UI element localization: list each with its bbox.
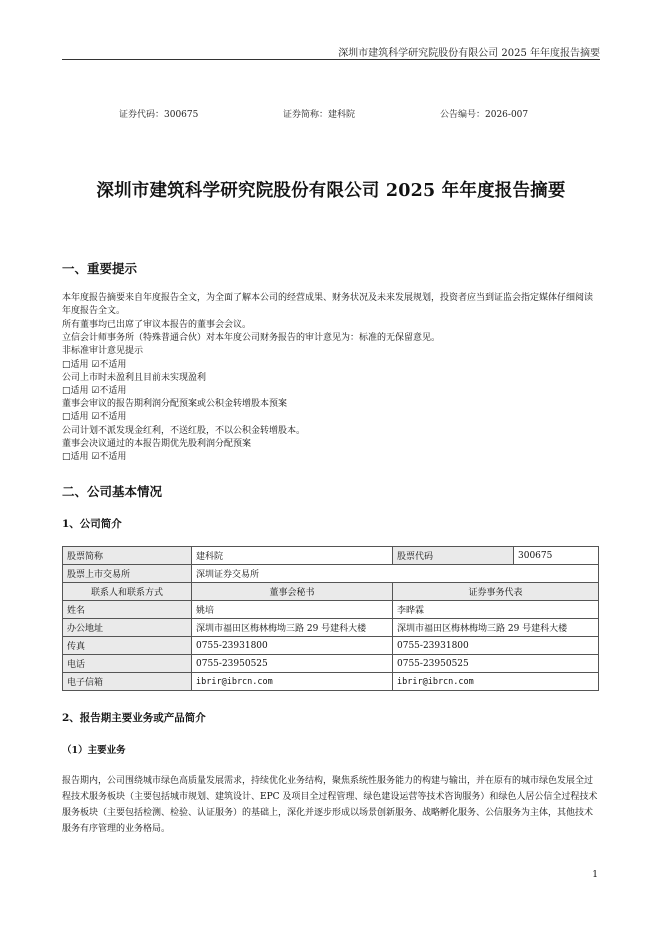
table-cell: 董事会秘书 bbox=[192, 583, 393, 601]
table-row bbox=[63, 619, 599, 637]
table-cell: 李晔霖 bbox=[393, 601, 599, 619]
table-row bbox=[63, 547, 599, 565]
running-header: 深圳市建筑科学研究院股份有限公司 2025 年年度报告摘要 bbox=[338, 48, 600, 59]
notice-line: □适用 ☑不适用 bbox=[62, 452, 127, 463]
table-row bbox=[63, 565, 599, 583]
company-profile-heading: 1、公司简介 bbox=[62, 518, 122, 530]
section-1-intro: 本年度报告摘要来自年度报告全文，为全面了解本公司的经营成果、财务状况及未来发展规划，投资者应当到证监会指定媒体仔细阅读年度报告全文。 bbox=[62, 293, 594, 317]
table-cell: 0755-23950525 bbox=[393, 655, 599, 673]
table-cell: 股票上市交易所 bbox=[63, 565, 192, 583]
section-2-heading: 二、公司基本情况 bbox=[62, 484, 163, 499]
section-1-lines bbox=[62, 319, 440, 464]
email-link[interactable]: ibrir@ibrcn.com bbox=[192, 673, 393, 691]
table-row bbox=[63, 637, 599, 655]
notice-line: 董事会决议通过的本报告期优先股利润分配预案 bbox=[62, 438, 252, 449]
stock-code: 证券代码：300675 bbox=[119, 110, 199, 120]
table-row bbox=[63, 583, 599, 601]
table-cell: 姚培 bbox=[192, 601, 393, 619]
table-cell: 深圳市福田区梅林梅坳三路 29 号建科大楼 bbox=[393, 619, 599, 637]
table-row bbox=[63, 601, 599, 619]
notice-line: 公司上市时未盈利且目前未实现盈利 bbox=[62, 372, 207, 383]
table-cell: 300675 bbox=[514, 547, 599, 565]
table-cell: 深圳证券交易所 bbox=[192, 565, 599, 583]
table-cell: 传真 bbox=[63, 637, 192, 655]
notice-line: □适用 ☑不适用 bbox=[62, 412, 127, 423]
table-cell: 电话 bbox=[63, 655, 192, 673]
business-intro-heading: 2、报告期主要业务或产品简介 bbox=[62, 712, 206, 724]
company-info-table bbox=[62, 546, 599, 691]
main-business-heading: （1）主要业务 bbox=[62, 745, 126, 756]
notice-line: 立信会计师事务所（特殊普通合伙）对本年度公司财务报告的审计意见为：标准的无保留意见。 bbox=[62, 333, 441, 344]
section-1-heading: 一、重要提示 bbox=[62, 261, 138, 276]
table-cell: 证券事务代表 bbox=[393, 583, 599, 601]
table-cell: 建科院 bbox=[192, 547, 393, 565]
announcement-number: 公告编号：2026-007 bbox=[440, 110, 529, 120]
table-cell: 0755-23931800 bbox=[192, 637, 393, 655]
email-link[interactable]: ibrir@ibrcn.com bbox=[393, 673, 599, 691]
stock-short-name: 证券简称：建科院 bbox=[283, 110, 356, 120]
table-row bbox=[63, 673, 599, 691]
table-cell: 深圳市福田区梅林梅坳三路 29 号建科大楼 bbox=[192, 619, 393, 637]
notice-line: □适用 ☑不适用 bbox=[62, 386, 127, 397]
page-number: 1 bbox=[592, 870, 598, 880]
header-rule bbox=[62, 59, 600, 60]
table-cell: 联系人和联系方式 bbox=[63, 583, 192, 601]
table-cell: 电子信箱 bbox=[63, 673, 192, 691]
table-cell: 0755-23931800 bbox=[393, 637, 599, 655]
table-cell: 股票简称 bbox=[63, 547, 192, 565]
notice-line: 董事会审议的报告期利润分配预案或公积金转增股本预案 bbox=[62, 399, 288, 410]
notice-line: 非标准审计意见提示 bbox=[62, 346, 144, 357]
notice-line: □适用 ☑不适用 bbox=[62, 359, 127, 370]
table-cell: 股票代码 bbox=[393, 547, 514, 565]
main-business-text: 报告期内，公司围绕城市绿色高质量发展需求，持续优化业务结构，聚焦系统性服务能力的构建与输出，并在原有的城市绿色发展全过程技术服务板块（主要包括城市规划、建筑设计、EPC 及项目全过程管理、绿色建设运营等技术咨询服务）和绿色人居公信全过程技术服务板块（主要包括检测、检验、认证服务）的基础上，深化并逐步形成以场景创新服务、战略孵化服务、公信服务为主体，其他技术服务有序管理的业务格局。 bbox=[62, 776, 598, 834]
notice-line: 所有董事均已出席了审议本报告的董事会会议。 bbox=[62, 320, 252, 330]
table-cell: 姓名 bbox=[63, 601, 192, 619]
table-cell: 办公地址 bbox=[63, 619, 192, 637]
table-cell: 0755-23950525 bbox=[192, 655, 393, 673]
document-title: 深圳市建筑科学研究院股份有限公司 2025 年年度报告摘要 bbox=[96, 181, 566, 201]
notice-line: 公司计划不派发现金红利，不送红股，不以公积金转增股本。 bbox=[62, 425, 306, 436]
table-row bbox=[63, 655, 599, 673]
